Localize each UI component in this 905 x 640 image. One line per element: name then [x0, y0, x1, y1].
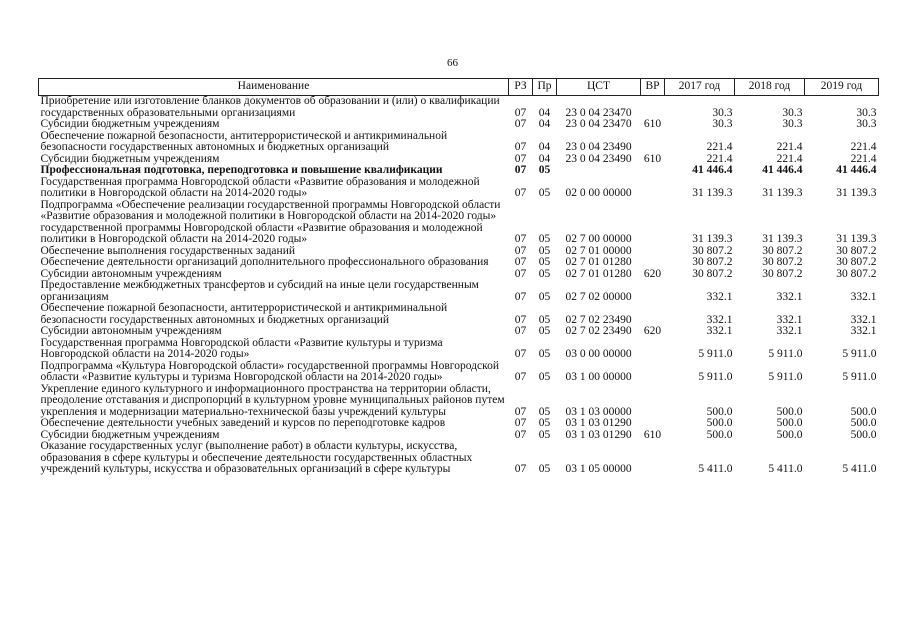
cell-cst: 02 7 00 00000	[565, 233, 632, 245]
cell-cst: 02 7 02 23490	[565, 313, 632, 326]
cell-pr: 05	[538, 164, 551, 176]
cell-name: Субсидии бюджетным учреждениям	[40, 118, 220, 130]
cell-pr: 05	[538, 348, 551, 360]
cell-name: Оказание государственных услуг (выполнение работ) в области культуры, искусства, образования в сфере культуры и обеспечение деятельности государственных областных учреждений культуры, искусства и образовательных организаций в сфере культуры	[40, 440, 473, 475]
cell-2019: 500.0	[850, 428, 877, 441]
table-row	[39, 96, 879, 120]
cell-cst: 03 1 05 00000	[565, 463, 632, 475]
cell-2018: 500.0	[776, 405, 803, 418]
cell-rz: 07	[514, 371, 527, 383]
cell-vr	[641, 418, 665, 430]
cell-pr: 05	[538, 267, 551, 280]
table-row	[39, 326, 879, 338]
cell-2017: 500.0	[706, 417, 733, 429]
cell-vr	[641, 257, 665, 269]
cell-name: Профессиональная подготовка, переподготовка и повышение квалификации	[40, 164, 443, 176]
cell-2017: 5 911.0	[698, 348, 733, 360]
cell-2018: 221.4	[776, 152, 803, 165]
cell-2019: 31 139.3	[836, 233, 877, 245]
cell-vr	[641, 200, 665, 246]
cell-rz: 07	[514, 233, 527, 245]
cell-vr	[641, 441, 665, 476]
cell-name: Подпрограмма «Культура Новгородской области» государственной программы Новгородской области «Развитие культуры и туризма Новгородской области на 2014-2020 годы»	[40, 359, 500, 383]
header-rz: РЗ	[509, 79, 533, 96]
cell-2018: 30.3	[782, 106, 803, 119]
table-row	[39, 177, 879, 200]
cell-2017: 332.1	[706, 313, 733, 326]
cell-vr	[641, 384, 665, 419]
cell-2019: 332.1	[850, 290, 877, 303]
budget-table	[38, 78, 879, 476]
cell-2017: 221.4	[706, 152, 733, 165]
cell-pr: 04	[538, 118, 551, 130]
cell-rz: 07	[514, 256, 527, 268]
cell-vr	[641, 280, 665, 303]
cell-pr: 05	[538, 233, 551, 245]
cell-cst: 03 1 00 00000	[565, 371, 632, 383]
cell-2017: 500.0	[706, 428, 733, 441]
cell-2019: 31 139.3	[836, 187, 877, 199]
cell-vr	[641, 303, 665, 326]
cell-2017: 332.1	[706, 290, 733, 303]
cell-rz: 07	[514, 417, 527, 429]
cell-pr: 05	[538, 187, 551, 199]
cell-vr: 620	[643, 267, 662, 280]
cell-name: Укрепление единого культурного и информационного пространства на территории области, преодоление отставания и диспропорций в культурном уровне муниципальных районов путем укрепления и модернизации материально-технической базы учреждений культуры	[40, 382, 505, 418]
cell-rz: 07	[514, 313, 527, 326]
cell-2019: 5 411.0	[842, 463, 877, 475]
table-row	[39, 131, 879, 154]
cell-name: Государственная программа Новгородской области «Развитие культуры и туризма Новгородской области на 2014-2020 годы»	[40, 336, 443, 360]
cell-rz: 07	[514, 152, 527, 165]
cell-cst: 02 7 01 00000	[565, 244, 632, 257]
cell-name: Субсидии автономным учреждениям	[40, 325, 222, 337]
cell-pr: 05	[538, 325, 551, 337]
cell-cst: 02 7 02 00000	[565, 290, 632, 303]
cell-name: Субсидии бюджетным учреждениям	[40, 428, 220, 441]
cell-vr: 610	[643, 118, 662, 130]
cell-vr	[641, 177, 665, 200]
cell-pr: 05	[538, 313, 551, 326]
cell-name: Субсидии автономным учреждениям	[40, 267, 222, 280]
header-2017: 2017 год	[665, 79, 735, 96]
cell-vr	[641, 165, 665, 177]
cell-2019: 30 807.2	[836, 267, 877, 280]
cell-2017: 5 911.0	[698, 371, 733, 383]
cell-pr: 04	[538, 106, 551, 119]
cell-2017: 221.4	[706, 141, 733, 153]
cell-name: Обеспечение деятельности организаций дополнительного профессионального образования	[40, 256, 489, 268]
table-row	[39, 441, 879, 476]
cell-rz: 07	[514, 187, 527, 199]
cell-2019: 332.1	[850, 325, 877, 337]
table-row	[39, 280, 879, 303]
header-pr: Пр	[533, 79, 557, 96]
cell-vr	[641, 338, 665, 361]
cell-rz: 07	[514, 348, 527, 360]
table-row	[39, 361, 879, 384]
table-row	[39, 384, 879, 419]
cell-2018: 221.4	[776, 141, 803, 153]
cell-2017: 30 807.2	[692, 256, 733, 268]
cell-rz: 07	[514, 106, 527, 119]
cell-cst: 23 0 04 23470	[565, 118, 632, 130]
cell-2018: 332.1	[776, 313, 803, 326]
cell-cst: 23 0 04 23490	[565, 152, 632, 165]
cell-2017: 41 446.4	[692, 164, 733, 176]
cell-2019: 221.4	[850, 141, 877, 153]
cell-2018: 5 911.0	[768, 371, 803, 383]
cell-name: Государственная программа Новгородской области «Развитие образования и молодежной политики в Новгородской области на 2014-2020 годы»	[40, 175, 480, 199]
cell-pr: 05	[538, 244, 551, 257]
cell-name: Обеспечение пожарной безопасности, антитеррористической и антикриминальной безопасности государственных автономных и бюджетных организаций	[40, 129, 448, 153]
cell-2018: 30 807.2	[762, 256, 803, 268]
cell-2018: 30 807.2	[762, 267, 803, 280]
cell-pr: 05	[538, 463, 551, 475]
cell-2018: 30.3	[782, 118, 803, 130]
cell-pr: 05	[538, 417, 551, 429]
cell-2018: 332.1	[776, 290, 803, 303]
cell-pr: 04	[538, 141, 551, 153]
cell-name: Обеспечение пожарной безопасности, антитеррористической и антикриминальной безопасности государственных автономных и бюджетных организаций	[40, 302, 448, 326]
table-row	[39, 165, 879, 177]
header-vr: ВР	[641, 79, 665, 96]
cell-2017: 332.1	[706, 325, 733, 337]
cell-vr: 610	[643, 152, 662, 165]
cell-name: Подпрограмма «Обеспечение реализации государственной программы Новгородской области «Развитие образования и молодежной политики в Новгородской области на 2014-2020 годы» государственной программы Новгородской области «Развитие образования и молодежной политики в Новгородской области на 2014-2020 годы»	[40, 198, 501, 245]
cell-2019: 5 911.0	[842, 348, 877, 360]
cell-2018: 5 911.0	[768, 348, 803, 360]
cell-cst: 03 1 03 00000	[565, 405, 632, 418]
table-row	[39, 200, 879, 246]
cell-2019: 30.3	[856, 118, 877, 130]
cell-rz: 07	[514, 290, 527, 303]
cell-rz: 07	[514, 463, 527, 475]
table-row	[39, 418, 879, 430]
cell-rz: 07	[514, 267, 527, 280]
cell-2017: 5 411.0	[698, 463, 733, 475]
cell-2018: 41 446.4	[762, 164, 803, 176]
cell-2017: 31 139.3	[692, 187, 733, 199]
cell-2017: 30 807.2	[692, 244, 733, 257]
cell-2018: 500.0	[776, 417, 803, 429]
cell-2019: 30 807.2	[836, 256, 877, 268]
table-row	[39, 303, 879, 326]
cell-2018: 332.1	[776, 325, 803, 337]
cell-cst	[557, 165, 641, 177]
cell-2017: 30.3	[712, 106, 733, 119]
table-row	[39, 257, 879, 269]
cell-name: Субсидии бюджетным учреждениям	[40, 152, 220, 165]
cell-vr	[641, 361, 665, 384]
cell-vr	[641, 246, 665, 258]
header-name: Наименование	[39, 79, 509, 96]
table-row	[39, 119, 879, 131]
cell-2018: 30 807.2	[762, 244, 803, 257]
cell-pr: 05	[538, 405, 551, 418]
cell-2017: 30 807.2	[692, 267, 733, 280]
cell-cst: 03 1 03 01290	[565, 428, 632, 441]
cell-2019: 221.4	[850, 152, 877, 165]
cell-2019: 500.0	[850, 405, 877, 418]
cell-cst: 23 0 04 23470	[565, 106, 632, 119]
cell-rz: 07	[514, 164, 527, 176]
cell-2019: 41 446.4	[836, 164, 877, 176]
cell-name: Предоставление межбюджетных трансфертов и субсидий на иные цели государственным организациям	[40, 279, 479, 303]
cell-rz: 07	[514, 325, 527, 337]
cell-name: Обеспечение деятельности учебных заведений и курсов по переподготовке кадров	[40, 417, 446, 429]
cell-vr	[641, 131, 665, 154]
cell-2017: 31 139.3	[692, 233, 733, 245]
page-number: 66	[447, 57, 458, 69]
cell-pr: 05	[538, 428, 551, 441]
cell-2018: 31 139.3	[762, 233, 803, 245]
cell-cst: 02 0 00 00000	[565, 187, 632, 199]
cell-cst: 03 0 00 00000	[565, 348, 632, 360]
cell-rz: 07	[514, 118, 527, 130]
cell-vr: 620	[643, 325, 662, 337]
cell-2018: 5 411.0	[768, 463, 803, 475]
cell-pr: 05	[538, 290, 551, 303]
cell-2019: 332.1	[850, 313, 877, 326]
cell-2019: 5 911.0	[842, 371, 877, 383]
cell-rz: 07	[514, 405, 527, 418]
header-cst: ЦСТ	[557, 79, 641, 96]
cell-vr: 610	[643, 428, 662, 441]
cell-vr	[641, 96, 665, 120]
cell-2019: 30.3	[856, 106, 877, 119]
cell-2019: 30 807.2	[836, 244, 877, 257]
table-row	[39, 338, 879, 361]
cell-pr: 04	[538, 152, 551, 165]
cell-2018: 500.0	[776, 428, 803, 441]
table-header-row	[39, 79, 879, 96]
cell-cst: 02 7 02 23490	[565, 325, 632, 337]
cell-pr: 05	[538, 256, 551, 268]
cell-cst: 03 1 03 01290	[565, 417, 632, 429]
cell-rz: 07	[514, 244, 527, 257]
cell-pr: 05	[538, 371, 551, 383]
cell-cst: 02 7 01 01280	[565, 256, 632, 268]
cell-2017: 500.0	[706, 405, 733, 418]
cell-cst: 02 7 01 01280	[565, 267, 632, 280]
cell-rz: 07	[514, 428, 527, 441]
cell-name: Обеспечение выполнения государственных заданий	[40, 244, 295, 257]
cell-name: Приобретение или изготовление бланков документов об образовании и (или) о квалификации государственных образовательными организациями	[40, 95, 500, 119]
header-2018: 2018 год	[735, 79, 805, 96]
cell-cst: 23 0 04 23490	[565, 141, 632, 153]
cell-2017: 30.3	[712, 118, 733, 130]
cell-2019: 500.0	[850, 417, 877, 429]
cell-rz: 07	[514, 141, 527, 153]
header-2019: 2019 год	[805, 79, 879, 96]
cell-2018: 31 139.3	[762, 187, 803, 199]
